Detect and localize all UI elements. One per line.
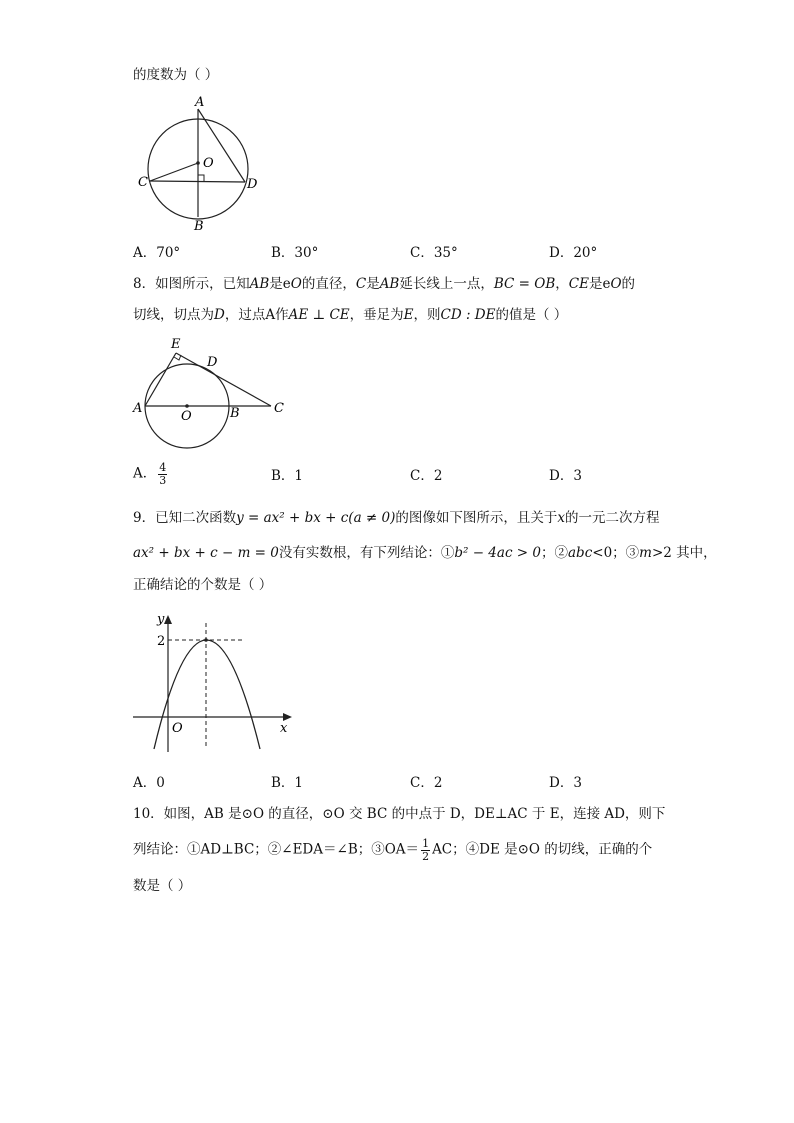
q7-label-B: B xyxy=(194,219,204,234)
q9-label-y: y xyxy=(157,612,165,627)
q9-option-b: B．1 xyxy=(271,775,304,791)
q8-label-E: E xyxy=(171,337,181,352)
q9-option-a: A．0 xyxy=(133,775,165,791)
q9-figure xyxy=(130,605,300,755)
q8-option-b: B．1 xyxy=(271,468,304,484)
q7-segment-CO xyxy=(150,163,198,181)
q7-label-D: D xyxy=(247,177,258,192)
q8-tangent-EC xyxy=(176,353,271,406)
q8-option-d: D．3 xyxy=(549,468,582,484)
q8-figure xyxy=(130,335,290,457)
q9-option-d: D．3 xyxy=(549,775,582,791)
q9-label-2: 2 xyxy=(157,634,166,649)
q9-label-x: x xyxy=(280,721,288,736)
q10-fraction-half: $\frac{1}{2}$ xyxy=(422,837,430,863)
q9-line-2: ax² + bx + c − m = 0没有实数根，有下列结论：①b² − 4ac > 0；②abc<0；③m>2 其中， xyxy=(133,545,717,561)
q10-line-2: 列结论：①AD⊥BC；②∠EDA＝∠B；③OA＝ $\frac{1}{2}$ AC；④DE 是⊙O 的切线，正确的个 xyxy=(133,837,653,863)
q7-label-C: C xyxy=(138,175,148,190)
q7-chord-AD xyxy=(198,109,245,182)
q7-option-c: C．35° xyxy=(410,245,458,261)
q8-line-2: 切线，切点为D，过点A作AE ⊥ CE，垂足为E，则CD : DE的值是（ ） xyxy=(133,307,568,323)
q7-option-a: A．70° xyxy=(133,245,181,261)
q8-label-A: A xyxy=(133,401,143,416)
q9-parabola xyxy=(154,640,260,749)
q8-label-O: O xyxy=(181,409,192,424)
q10-line-1: 10．如图，AB 是⊙O 的直径，⊙O 交 BC 的中点于 D，DE⊥AC 于 E，连接 AD，则下 xyxy=(133,806,666,822)
q7-label-O: O xyxy=(203,156,214,171)
q8-label-B: B xyxy=(230,406,240,421)
q10-line-3: 数是（ ） xyxy=(133,878,192,894)
q9-label-O: O xyxy=(172,721,183,736)
q9-line-1: 9．已知二次函数y = ax² + bx + c(a ≠ 0)的图像如下图所示，且关于x的一元二次方程 xyxy=(133,510,660,526)
q9-line-3: 正确结论的个数是（ ） xyxy=(133,577,273,593)
q9-vertex-dot xyxy=(204,638,208,642)
q7-label-A: A xyxy=(195,95,205,110)
q8-center-dot xyxy=(185,404,189,408)
q9-option-c: C．2 xyxy=(410,775,443,791)
q8-option-a-fraction: $\frac{4}{3}$ xyxy=(159,461,167,487)
q8-option-a: A． $\frac{4}{3}$ xyxy=(133,461,167,487)
q8-line-1: 8．如图所示，已知AB是eO的直径，C是AB延长线上一点，BC = OB，CE是eO的 xyxy=(133,276,636,292)
q9-y-arrow xyxy=(164,615,172,624)
q7-center-dot xyxy=(196,161,200,165)
q8-label-C: C xyxy=(274,401,284,416)
q8-option-c: C．2 xyxy=(410,468,443,484)
q7-figure xyxy=(134,94,274,234)
q7-stem-tail: 的度数为（ ） xyxy=(133,67,219,83)
q8-label-D: D xyxy=(207,355,218,370)
q8-line-AE xyxy=(145,353,176,406)
q7-option-b: B．30° xyxy=(271,245,319,261)
q7-chord-CD xyxy=(150,181,245,182)
q9-x-arrow xyxy=(283,713,292,721)
q7-option-d: D．20° xyxy=(549,245,598,261)
